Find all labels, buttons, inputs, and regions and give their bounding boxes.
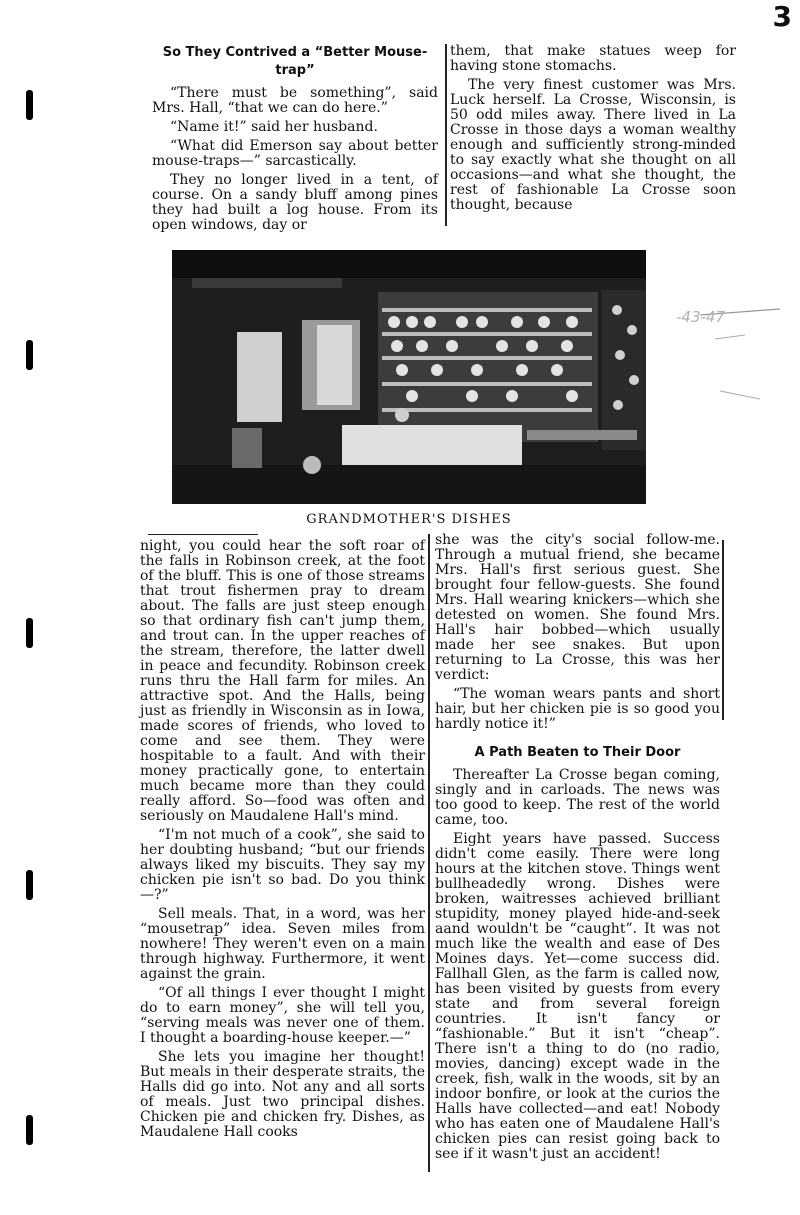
kitchen-photo xyxy=(172,250,646,504)
paragraph: “Name it!” said her husband. xyxy=(170,119,378,135)
paragraph: she was the city's social follow-me. Through a mutual friend, she became Mrs. Hall's first serious guest. She brought four fellow-guests. She found Mrs. Hall wearing knickers—which she detested on women. She found Mrs. Hall's hair bobbed—which usually made her see snakes. But upon returning to La Crosse, this was her verdict: xyxy=(435,532,720,683)
bottom-left-column xyxy=(140,539,425,1140)
paragraph: “The woman wears pants and short hair, but her chicken pie is so good you hardly notice it!” xyxy=(435,686,720,732)
bottom-right-column xyxy=(435,533,720,1162)
pencil-note: -43-47 xyxy=(676,308,725,326)
binder-hole xyxy=(26,618,33,648)
paragraph: Thereafter La Crosse began coming, singly and in carloads. The news was too good to keep. The rest of the world came, too. xyxy=(435,767,720,828)
photo-caption: GRANDMOTHER'S DISHES xyxy=(306,512,512,527)
page-number: 3 xyxy=(772,0,792,33)
binder-hole xyxy=(26,340,33,370)
column-rule-top xyxy=(148,534,258,535)
paragraph: them, that make statues weep for having stone stomachs. xyxy=(450,43,736,74)
section-heading: A Path Beaten to Their Door xyxy=(474,745,681,760)
section-heading: So They Contrived a “Better Mouse-trap” xyxy=(162,45,428,78)
paragraph: The very finest customer was Mrs. Luck herself. La Crosse, Wisconsin, is 50 odd miles away. There lived in La Crosse in those days a woman wealthy enough and sufficiently strong-minded to say exactly what she thought on all occasions—and what she thought, the rest of fashionable La Crosse soon thought, because xyxy=(450,77,736,213)
top-left-column xyxy=(152,44,438,233)
binder-hole xyxy=(26,90,33,120)
paragraph: Eight years have passed. Success didn't come easily. There were long hours at the kitchen stove. Things went bullheadedly wrong. Dishes were broken, waitresses achieved brilliant stupidity, money played hide-and-seek aand wouldn't be “caught”. It was not much like the wealth and ease of Des Moines days. Yet—come success did. Fallhall Glen, as the farm is called now, has been visited by guests from every state and from several foreign countries. It isn't fancy or “fashionable.” But it isn't “cheap”. There isn't a thing to do (no radio, movies, dancing) except wade in the creek, fish, walk in the woods, sit by an indoor bonfire, or look at the curios the Halls have collected—and eat! Nobody who has eaten one of Maudalene Hall's chicken pies can resist going back to see if it wasn't just an accident! xyxy=(435,831,720,1162)
paragraph: “I'm not much of a cook”, she said to her doubting husband; “but our friends always liked my biscuits. They say my chicken pie isn't so bad. Do you think—?” xyxy=(140,827,425,903)
top-right-column xyxy=(450,44,736,213)
column-rule xyxy=(445,44,447,226)
paragraph: “What did Emerson say about better mouse-traps—” sarcastically. xyxy=(152,138,438,169)
binder-hole xyxy=(26,870,33,900)
column-rule xyxy=(722,540,724,720)
paragraph: Sell meals. That, in a word, was her “mousetrap” idea. Seven miles from nowhere! They weren't even on a main through highway. Furthermore, it went against the grain. xyxy=(140,906,425,982)
binder-hole xyxy=(26,1115,33,1145)
paragraph: She lets you imagine her thought! But meals in their desperate straits, the Halls did go into. Not any and all sorts of meals. Just two principal dishes. Chicken pie and chicken fry. Dishes, as Maudalene Hall cooks xyxy=(140,1049,425,1140)
column-rule xyxy=(428,534,430,1172)
paragraph: “There must be something”, said Mrs. Hall, “that we can do here.” xyxy=(152,85,438,116)
paragraph: night, you could hear the soft roar of the falls in Robinson creek, at the foot of the bluff. This is one of those streams that trout fishermen pray to dream about. The falls are just steep enough so that ordinary fish can't jump them, and trout can. In the upper reaches of the stream, therefore, the latter dwell in peace and fecundity. Robinson creek runs thru the Hall farm for miles. An attractive spot. And the Halls, being just as friendly in Wisconsin as in Iowa, made scores of friends, who loved to come and see them. They were hospitable to a fault. And with their money practically gone, to entertain much became more than they could really afford. So—food was often and seriously on Maudalene Hall's mind. xyxy=(140,538,425,824)
paragraph: “Of all things I ever thought I might do to earn money”, she will tell you, “serving meals was never one of them. I thought a boarding-house keeper.—” xyxy=(140,985,425,1046)
paragraph: They no longer lived in a tent, of course. On a sandy bluff among pines they had built a log house. From its open windows, day or xyxy=(152,172,438,233)
